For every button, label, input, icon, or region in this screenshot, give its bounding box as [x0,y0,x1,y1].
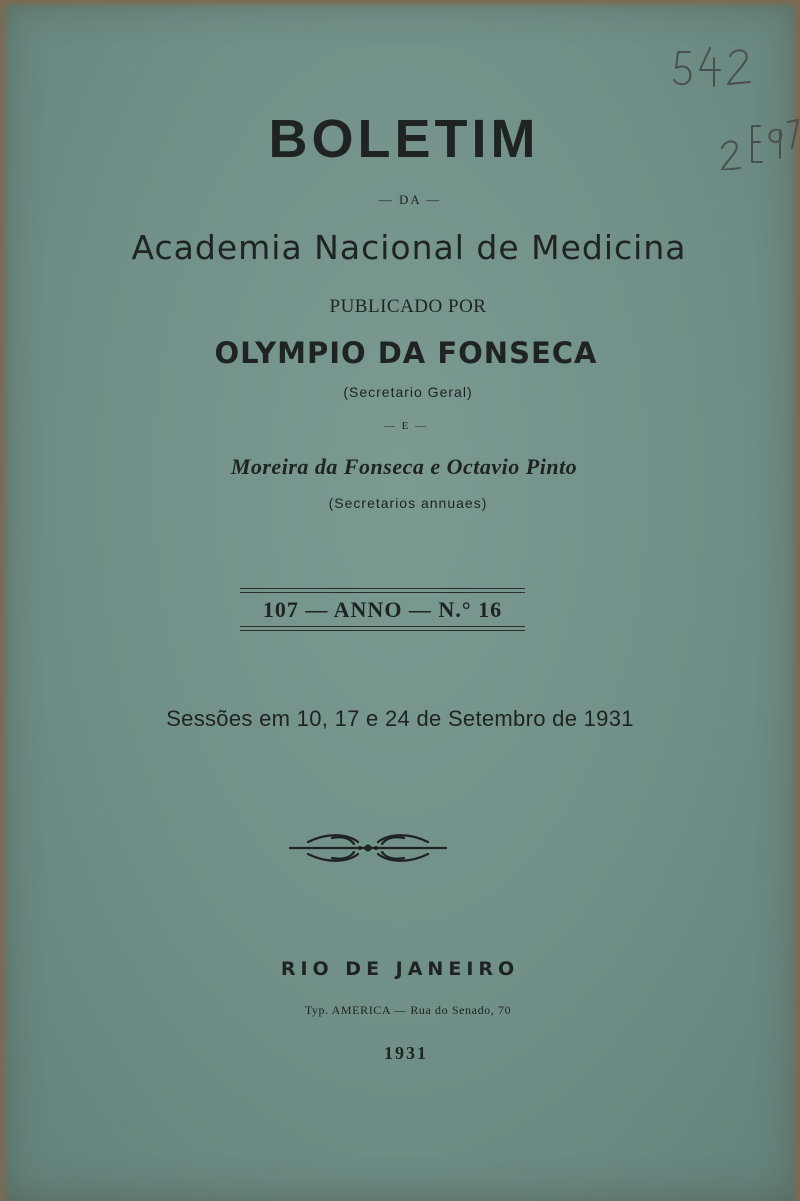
and-separator: — E — [383,420,429,432]
ornament-flourish [288,830,448,866]
publication-year: 1931 [384,1043,428,1063]
secretaries-role: (Secretarios annuaes) [328,495,488,511]
cover-edge-top [0,0,800,8]
printer-imprint: Typ. AMERICA — Rua do Senado, 70 [304,1003,512,1017]
issue-number: 107 — ANNO — N.° 16 [262,597,503,622]
published-by-label: PUBLICADO POR [329,296,487,317]
issue-rule-top-inner [240,592,525,593]
issue-rule-bottom-inner [240,626,525,627]
publication-city: RIO DE JANEIRO [280,958,520,980]
institution-name: Academia Nacional de Medicina [131,228,687,267]
issue-banner [240,588,525,634]
editor-name: OLYMPIO DA FONSECA [214,336,598,370]
title-connector: — DA — [378,192,442,207]
cover-title: BOLETIM [268,109,540,169]
secretaries-names: Moreira da Fonseca e Octavio Pinto [230,454,578,479]
issue-rule-bottom [240,630,525,631]
cover-edge-left [0,0,10,1201]
issue-rule-top [240,588,525,589]
editor-role: (Secretario Geral) [343,384,473,400]
sessions-dates: Sessões em 10, 17 e 24 de Setembro de 1931 [166,706,634,731]
cover-edge-right [790,0,800,1201]
